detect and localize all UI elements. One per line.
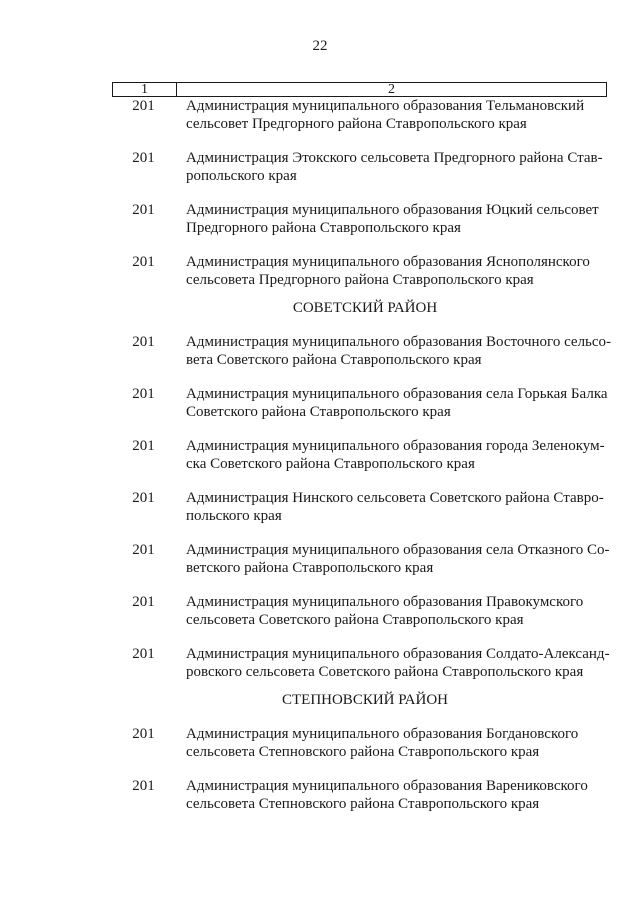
- entry-text: [186, 201, 606, 237]
- entry-code: 201: [132, 254, 155, 270]
- entry-code: 201: [132, 98, 155, 114]
- entry-text: [186, 437, 606, 473]
- entry-text: [186, 725, 606, 761]
- entry-text-line: Администрация муниципального образования Варениковского: [186, 778, 588, 794]
- list-item: [0, 253, 640, 289]
- list-item: [0, 437, 640, 473]
- entry-text-line: сельсовета Советского района Ставропольского края: [186, 612, 524, 628]
- list-item: [0, 725, 640, 761]
- section-title: СОВЕТСКИЙ РАЙОН: [292, 300, 438, 316]
- list-item: [0, 333, 640, 369]
- entry-code: 201: [132, 542, 155, 558]
- entry-text: [186, 333, 612, 369]
- entry-text: [186, 777, 606, 813]
- entry-code: 201: [132, 438, 155, 454]
- entry-text-line: Администрация муниципального образования Богдановского: [186, 726, 579, 742]
- entry-text: [186, 489, 606, 525]
- entry-text: [186, 385, 606, 421]
- table-header-col1: 1: [113, 83, 177, 96]
- entry-code: 201: [132, 150, 155, 166]
- list-item: [0, 541, 640, 577]
- list-item: [0, 489, 640, 525]
- entry-text-line: ровского сельсовета Советского района Ставропольского края: [186, 664, 584, 680]
- entry-text: [186, 97, 606, 133]
- entry-text-line: Администрация муниципального образования Юцкий сельсовет: [186, 202, 599, 218]
- entry-text-line: ропольского края: [186, 168, 297, 184]
- document-body: [0, 97, 640, 813]
- entry-text-line: Администрация Этокского сельсовета Предгорного района Став-: [186, 150, 603, 166]
- entry-code: 201: [132, 334, 155, 350]
- entry-text-line: Советского района Ставропольского края: [186, 404, 451, 420]
- list-item: [0, 97, 640, 133]
- entry-code: 201: [132, 202, 155, 218]
- entry-text-line: польского края: [186, 508, 282, 524]
- entry-text-line: сельсовета Предгорного района Ставропольского края: [186, 272, 534, 288]
- entry-text-line: вета Советского района Ставропольского края: [186, 352, 482, 368]
- entry-text: [186, 253, 606, 289]
- entry-code: 201: [132, 490, 155, 506]
- entry-text-line: Администрация муниципального образования села Отказного Со-: [186, 542, 610, 558]
- table-header-col2: 2: [388, 82, 395, 97]
- entry-text-line: ска Советского района Ставропольского края: [186, 456, 475, 472]
- entry-text-line: Администрация Нинского сельсовета Советского района Ставро-: [186, 490, 604, 506]
- entry-code: 201: [132, 646, 155, 662]
- page-number: 22: [312, 38, 328, 54]
- list-item: [0, 645, 640, 681]
- section-title: СТЕПНОВСКИЙ РАЙОН: [281, 692, 448, 708]
- entry-code: 201: [132, 594, 155, 610]
- entry-text-line: сельсовет Предгорного района Ставропольского края: [186, 116, 527, 132]
- table-header: [112, 82, 607, 97]
- entry-text-line: сельсовета Степновского района Ставропольского края: [186, 796, 540, 812]
- entry-text-line: Администрация муниципального образования Тельмановский: [186, 98, 585, 114]
- entry-text-line: Администрация муниципального образования Восточного сельсо-: [186, 334, 612, 350]
- entry-text-line: Предгорного района Ставропольского края: [186, 220, 461, 236]
- entry-code: 201: [132, 778, 155, 794]
- entry-text: [186, 645, 610, 681]
- entry-text-line: Администрация муниципального образования Солдато-Александ-: [186, 646, 610, 662]
- entry-text: [186, 541, 610, 577]
- list-item: [0, 593, 640, 629]
- entry-text: [186, 149, 606, 185]
- entry-text-line: ветского района Ставропольского края: [186, 560, 434, 576]
- entry-text-line: Администрация муниципального образования города Зеленокум-: [186, 438, 605, 454]
- entry-text-line: Администрация муниципального образования Правокумского: [186, 594, 584, 610]
- entry-code: 201: [132, 726, 155, 742]
- entry-code: 201: [132, 386, 155, 402]
- entry-text-line: Администрация муниципального образования села Горькая Балка: [186, 386, 608, 402]
- entry-text-line: сельсовета Степновского района Ставропольского края: [186, 744, 540, 760]
- entry-text-line: Администрация муниципального образования Яснополянского: [186, 254, 590, 270]
- entry-text: [186, 593, 606, 629]
- list-item: [0, 385, 640, 421]
- list-item: [0, 201, 640, 237]
- list-item: [0, 777, 640, 813]
- list-item: [0, 149, 640, 185]
